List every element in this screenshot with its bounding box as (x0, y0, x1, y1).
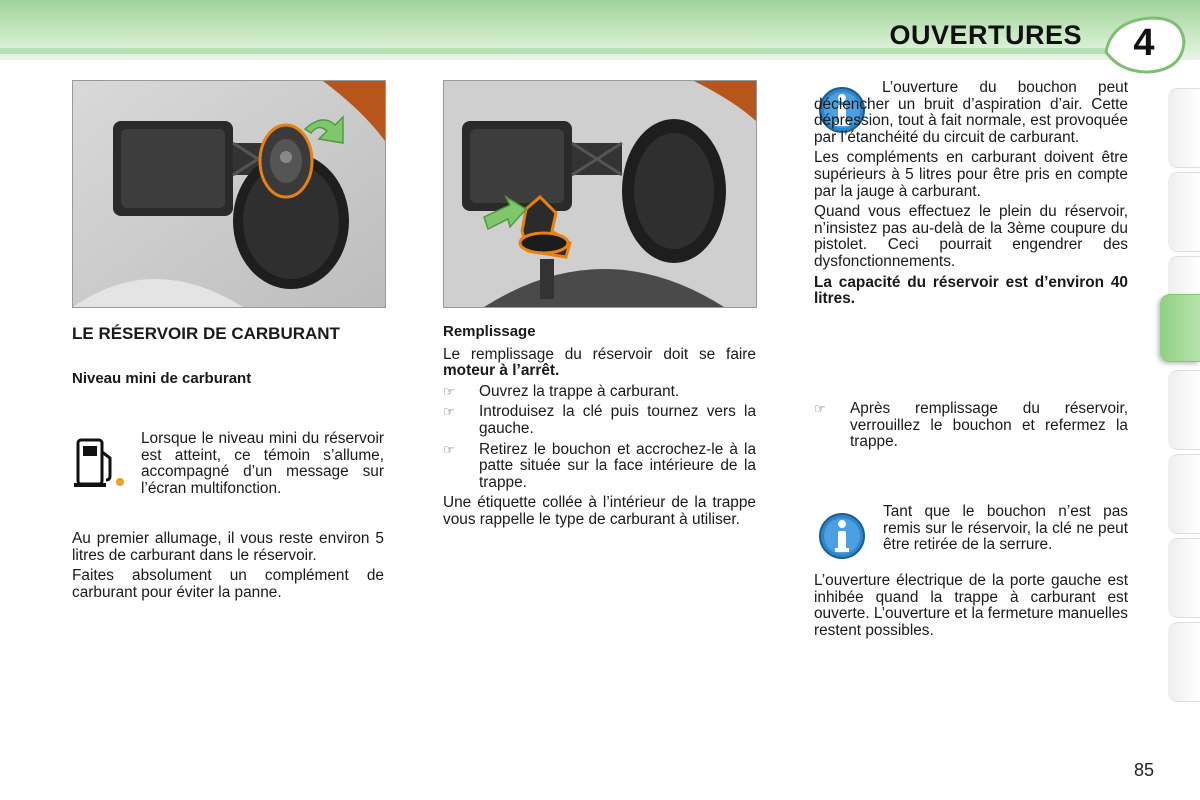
intro-paragraph (443, 347, 756, 380)
chapter-tab[interactable] (1168, 622, 1200, 702)
chapter-tab-active[interactable] (1160, 294, 1200, 362)
list-item-text: Introduisez la clé puis tournez vers la gauche. (479, 403, 756, 437)
chapter-tab[interactable] (1168, 88, 1200, 168)
section-title: LE RÉSERVOIR DE CARBURANT (72, 324, 340, 343)
subtitle-wrap (72, 371, 384, 388)
paragraph: Les compléments en carburant doivent être supérieurs à 5 litres pour être pris en compte par la jauge à carburant. (814, 149, 1128, 200)
column-middle (443, 324, 756, 533)
chapter-tabs (1160, 88, 1200, 718)
warning-text: Lorsque le niveau mini du réservoir est atteint, ce témoin s’allume, accompagné d’un message sur l’écran multifonction. (141, 430, 384, 497)
col3-final-wrap (814, 573, 1128, 643)
list-item (814, 401, 1128, 451)
section-title: Remplissage (443, 323, 536, 340)
chapter-tab[interactable] (1168, 454, 1200, 534)
hand-pointer-icon: ☞ (814, 401, 826, 416)
list-item-text: Ouvrez la trappe à carburant. (479, 382, 680, 400)
paragraph: Faites absolument un complément de carburant pour éviter la panne. (72, 567, 384, 601)
list-item (443, 384, 756, 401)
info-icon (818, 512, 866, 560)
info-paragraph: L’ouverture du bouchon peut déclencher un bruit d’aspiration d’air. Cette dépression, tout à fait normale, est provoquée par l’étanchéité du circuit de carburant. (814, 79, 1128, 146)
warning-text-wrap (141, 431, 384, 501)
intro-emphasis: moteur à l’arrêt. (443, 362, 560, 380)
paragraph: Quand vous effectuez le plein du réservoir, n’insistez pas au-delà de la 3ème coupure du pistolet. Ceci pourrait engendrer des dysfonctionnements. (814, 203, 1128, 270)
hand-pointer-icon: ☞ (443, 383, 455, 399)
chapter-number: 4 (1133, 22, 1155, 64)
paragraph: L’ouverture électrique de la porte gauche est inhibée quand la trappe à carburant est ouverte. L’ouverture et la fermeture manuelles restent possibles. (814, 572, 1128, 639)
column-right (814, 80, 1128, 312)
intro-text: Le remplissage du réservoir doit se faire (443, 345, 756, 363)
fuel-flap-photo (72, 80, 386, 308)
info-paragraph: Tant que le bouchon n’est pas remis sur le réservoir, la clé ne peut être retirée de la serrure. (883, 503, 1128, 554)
list-item (443, 404, 756, 437)
chapter-tab[interactable] (1168, 370, 1200, 450)
section-subtitle: Niveau mini de carburant (72, 370, 252, 387)
chapter-tab[interactable] (1168, 172, 1200, 252)
note-paragraph: Une étiquette collée à l’intérieur de la trappe vous rappelle le type de carburant à utiliser. (443, 494, 756, 528)
column-left (72, 324, 384, 343)
list-item-text: Retirez le bouchon et accrochez-le à la patte située sur la face intérieure de la trappe. (479, 440, 756, 491)
fuel-cap-key-photo (443, 80, 757, 308)
capacity-text: La capacité du réservoir est d’environ 40 litres. (814, 273, 1128, 308)
hand-pointer-icon: ☞ (443, 404, 455, 420)
info2-wrap (883, 504, 1128, 558)
page-title: OUVERTURES (889, 20, 1082, 50)
col1-paragraphs (72, 531, 384, 605)
hand-pointer-icon: ☞ (443, 441, 455, 457)
col3-bullet-wrap (814, 401, 1128, 455)
fuel-pump-icon (74, 438, 128, 490)
list-item-text: Après remplissage du réservoir, verrouillez le bouchon et refermez la trappe. (850, 400, 1128, 451)
page-number: 85 (1134, 760, 1155, 780)
chapter-tab[interactable] (1168, 538, 1200, 618)
paragraph: Au premier allumage, il vous reste environ 5 litres de carburant dans le réservoir. (72, 530, 384, 564)
list-item (443, 442, 756, 492)
